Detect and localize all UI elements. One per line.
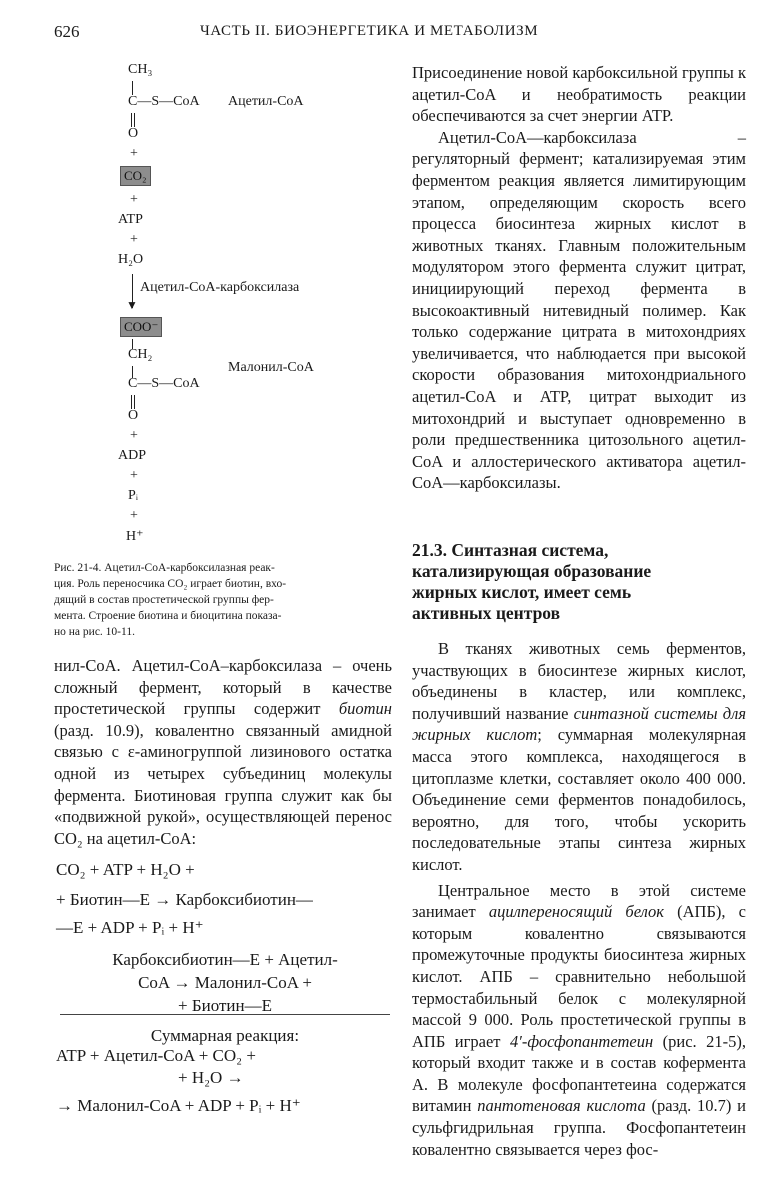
equation-line-4: Карбоксибиотин—E + Ацетил- [112,950,338,969]
coo-highlight: COO⁻ [120,317,162,337]
equation-line-6: + Биотин—E [178,996,272,1015]
acetyl-ch3: CH₃ [128,62,153,77]
caption-line: ция. Роль переносчика CO₂ играет биотин, вхо- [54,578,287,590]
term-acyl-carrier-protein: ацилпереносящий белок [488,902,664,922]
paragraph-acp: Центральное место в этой системе занимает ацилпереносящий белок (АПБ), с которым ковалентно связываются промежуточные продукты биосинтеза жирных кислот. АПБ – сравнительно небольшой термостабильный белок с молекулярной массой 9 000. Роль простетической группы в АПБ играет 4′-фосфопантетеин (рис. 21-5), который входит также и в состав кофермента А. В молекуле фосфопантетеина содержатся витамин пантотеновая кислота (разд. 10.7) и сульфгидрильная группа. Фосфопантетеин ковалентно связывается через фос- [412,880,746,1159]
right-column-top [412,62,746,494]
term-pantothenic-acid: пантотеновая кислота [477,1096,646,1116]
reaction-arrow-head: ▼ [126,298,138,312]
plus-sign: + [130,192,138,207]
caption-line: мента. Строение биотина и биоцитина показа- [54,610,282,622]
plus-sign: + [130,232,138,247]
malonyl-double-bond-1 [131,395,132,409]
acetyl-double-bond-2 [134,113,135,127]
figure-caption [54,560,384,640]
running-title: ЧАСТЬ II. БИОЭНЕРГЕТИКА И МЕТАБОЛИЗМ [200,23,539,39]
plus-sign: + [130,146,138,161]
plus-sign: + [130,468,138,483]
term-synthase-system: синтазной системы для жирных кислот [412,703,747,745]
atp-label: ATP [118,212,143,227]
caption-line: Рис. 21-4. Ацетил-CoA-карбоксилазная реак- [54,562,275,574]
h2o-label: H₂O [118,252,144,267]
heading-line: жирных кислот, имеет семь [412,582,632,602]
equation-line-1: CO₂ + ATP + H₂O + [56,860,195,879]
acetyl-oxygen: O [128,126,139,141]
heading-line: активных центров [412,603,561,623]
malonyl-coa-label: Малонил-CoA [228,360,314,375]
co2-highlight: CO₂ [120,166,151,186]
caption-line: но на рис. 10-11. [54,626,135,638]
term-phosphopantetheine: 4′-фосфопантетеин [509,1031,654,1051]
malonyl-oxygen: O [128,408,139,423]
page-number: 626 [54,22,80,41]
malonyl-carbon-chain: C—S—CoA [128,376,200,391]
summary-line-1: ATP + Ацетил-CoA + CO₂ + [56,1046,256,1065]
plus-sign: + [130,428,138,443]
paragraph-biotin: нил-CoA. Ацетил-CoA–карбоксилаза – очень сложный фермент, который в качестве простетической группы содержит биотин (разд. 10.9), ковалентно связанный амидной связью с ε-аминогруппой лизинового остатка одной из четырех субъединиц молекулы фермента. Биотиновая группа служит как бы «подвижной рукой», осуществляющей перенос CO₂ на ацетил-CoA: [54,656,392,848]
equation-line-5: CoA → Малонил-CoA + [138,973,312,992]
equation-line-3: —E + ADP + Pᵢ + H⁺ [56,918,204,937]
left-column [54,655,392,849]
equation-line-2: + Биотин—E → Карбоксибиотин— [56,890,313,909]
caption-line: дящий в состав простетической группы фер- [54,594,274,606]
equation-block-2 [60,948,390,1017]
malonyl-ch2: CH₂ [128,347,153,362]
paragraph-regulation: Ацетил-CoA—карбоксилаза – регуляторный фермент; катализируемая этим ферментом реакция является лимитирующим этапом, определяющим скорость всего процесса биосинтеза жирных кислот в животных тканях. Главным положительным модулятором этого фермента служит цитрат, инициирующий переход фермента в высокоактивный нитевидный полимер. Как только содержание цитрата в митохондриях увеличивается, что наблюдается при высокой скорости образования митохондриального ацетил-CoA и ATP, цитрат выходит из митохондрий и выступает одновременно в роли предшественника цитозольного ацетил-CoA и аллостерического активатора ацетил-CoA—карбоксилазы. [412,127,746,493]
heading-line: катализирующая образование [412,561,652,581]
term-biotin: биотин [338,699,392,719]
malonyl-double-bond-2 [134,395,135,409]
acetyl-double-bond-1 [131,113,132,127]
pi-label: Pᵢ [128,488,139,503]
page-header [0,22,776,46]
summary-reaction-block [60,1024,390,1047]
right-column-bottom [412,638,746,1160]
paragraph-synthase: В тканях животных семь ферментов, участвующих в биосинтезе жирных кислот, объединены в кластер, или комплекс, получивший название синтазной системы для жирных кислот; суммарная молекулярная масса этого комплекса, находящегося в цитоплазме клетки, составляет около 400 000. Объединение семи ферментов понадобилось, вероятно, для того, чтобы ускорить последовательные этапы синтеза жирных кислот. [412,639,747,874]
acetyl-coa-label: Ацетил-CoA [228,94,304,109]
heading-line: 21.3. Синтазная система, [412,540,609,560]
separator-rule [60,1014,390,1015]
plus-sign: + [130,508,138,523]
summary-title: Суммарная реакция: [150,1026,300,1045]
paragraph-carboxyl: Присоединение новой карбоксильной группы к ацетил-CoA и необратимость реакции обеспечиваются за счет энергии ATP. [412,63,746,126]
section-heading [412,540,732,624]
acetyl-bond-top [132,81,133,95]
acetyl-carbon-chain: C—S—CoA [128,94,200,109]
enzyme-label: Ацетил-CoA-карбоксилаза [140,280,300,295]
adp-label: ADP [118,448,147,463]
summary-line-3: → Малонил-CoA + ADP + Pᵢ + H⁺ [56,1096,301,1115]
summary-line-2: + H₂O → [178,1068,244,1087]
h-plus-label: H⁺ [126,529,144,544]
reaction-scheme [110,62,410,552]
